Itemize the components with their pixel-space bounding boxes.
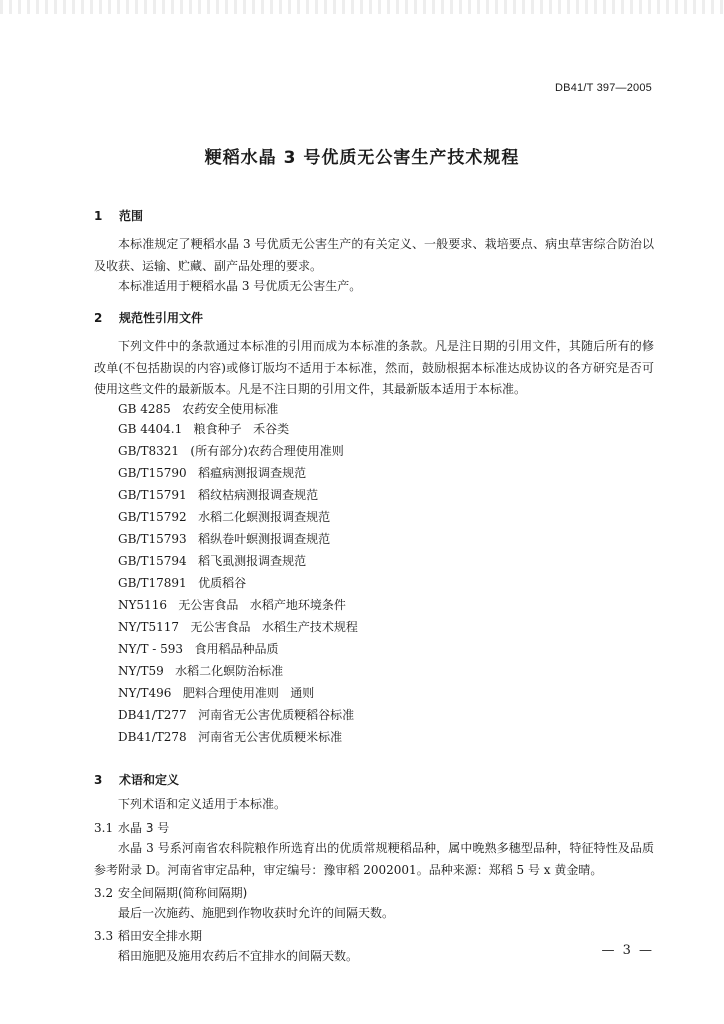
section-2-paragraph-1: 下列文件中的条款通过本标准的引用而成为本标准的条款。凡是注日期的引用文件，其随后所有的修改单(不包括勘误的内容)或修订版均不适用于本标准，然而，鼓励根据本标准达成协议的各方研究是否可使用这些文件的最新版本。凡是不注日期的引用文件，其最新版本适用于本标准。 bbox=[94, 339, 654, 396]
section-1-paragraph-2: 本标准适用于粳稻水晶 3 号优质无公害生产。 bbox=[118, 279, 362, 293]
section-title: 规范性引用文件 bbox=[119, 311, 204, 325]
term-label: 安全间隔期(简称间隔期) bbox=[118, 886, 248, 900]
term-number: 3.3 bbox=[94, 929, 114, 943]
section-number: 2 bbox=[94, 311, 103, 325]
reference-item: GB 4404.1 粮食种子 禾谷类 bbox=[118, 422, 290, 436]
reference-item: NY/T5117 无公害食品 水稻生产技术规程 bbox=[118, 620, 358, 634]
reference-item: GB/T15790 稻瘟病测报调查规范 bbox=[118, 466, 307, 480]
reference-item: GB/T15793 稻纵卷叶螟测报调查规范 bbox=[118, 532, 331, 546]
reference-item: DB41/T278 河南省无公害优质粳米标准 bbox=[118, 730, 343, 744]
reference-item: NY/T59 水稻二化螟防治标准 bbox=[118, 664, 284, 678]
term-number: 3.2 bbox=[94, 886, 114, 900]
section-title: 术语和定义 bbox=[119, 773, 180, 787]
term-label: 稻田安全排水期 bbox=[118, 929, 203, 943]
term-label: 水晶 3 号 bbox=[118, 821, 170, 835]
page-number: — 3 — bbox=[601, 943, 654, 958]
section-3-heading bbox=[94, 771, 179, 788]
term-3-2-heading bbox=[94, 885, 247, 901]
reference-item: GB/T15792 水稻二化螟测报调查规范 bbox=[118, 510, 331, 524]
term-3-3-text: 稻田施肥及施用农药后不宜排水的间隔天数。 bbox=[118, 949, 359, 963]
reference-item: GB/T15791 稻纹枯病测报调查规范 bbox=[118, 488, 319, 502]
standard-number: DB41/T 397—2005 bbox=[555, 82, 652, 94]
section-number: 3 bbox=[94, 773, 103, 787]
term-number: 3.1 bbox=[94, 821, 114, 835]
section-1-heading bbox=[94, 207, 143, 224]
term-3-3-heading bbox=[94, 928, 202, 944]
reference-item: GB/T8321 (所有部分)农药合理使用准则 bbox=[118, 444, 344, 458]
term-3-2-text: 最后一次施药、施肥到作物收获时允许的间隔天数。 bbox=[118, 906, 395, 920]
section-3-paragraph-1: 下列术语和定义适用于本标准。 bbox=[118, 797, 287, 811]
reference-item: NY/T - 593 食用稻品种品质 bbox=[118, 642, 279, 656]
reference-item: GB/T17891 优质稻谷 bbox=[118, 576, 247, 590]
section-2-heading bbox=[94, 309, 203, 326]
document-title: 粳稻水晶 3 号优质无公害生产技术规程 bbox=[204, 148, 520, 168]
reference-item: GB/T15794 稻飞虱测报调查规范 bbox=[118, 554, 307, 568]
section-number: 1 bbox=[94, 209, 103, 223]
term-3-1-text: 水晶 3 号系河南省农科院粮作所选育出的优质常规粳稻品种，属中晚熟多穗型品种，特征特性及品质参考附录 D。河南省审定品种，审定编号：豫审稻 2002001。品种来源：郑稻 5 号 x 黄金晴。 bbox=[94, 841, 654, 877]
scan-artifact bbox=[0, 0, 724, 14]
section-title: 范围 bbox=[119, 209, 144, 223]
term-3-1-heading bbox=[94, 820, 169, 836]
reference-item: NY5116 无公害食品 水稻产地环境条件 bbox=[118, 598, 346, 612]
reference-item: GB 4285 农药安全使用标准 bbox=[118, 402, 279, 416]
section-1-paragraph-1: 本标准规定了粳稻水晶 3 号优质无公害生产的有关定义、一般要求、栽培要点、病虫草害综合防治以及收获、运输、贮藏、副产品处理的要求。 bbox=[94, 237, 654, 273]
reference-item: NY/T496 肥料合理使用准则 通则 bbox=[118, 686, 315, 700]
reference-item: DB41/T277 河南省无公害优质粳稻谷标准 bbox=[118, 708, 355, 722]
